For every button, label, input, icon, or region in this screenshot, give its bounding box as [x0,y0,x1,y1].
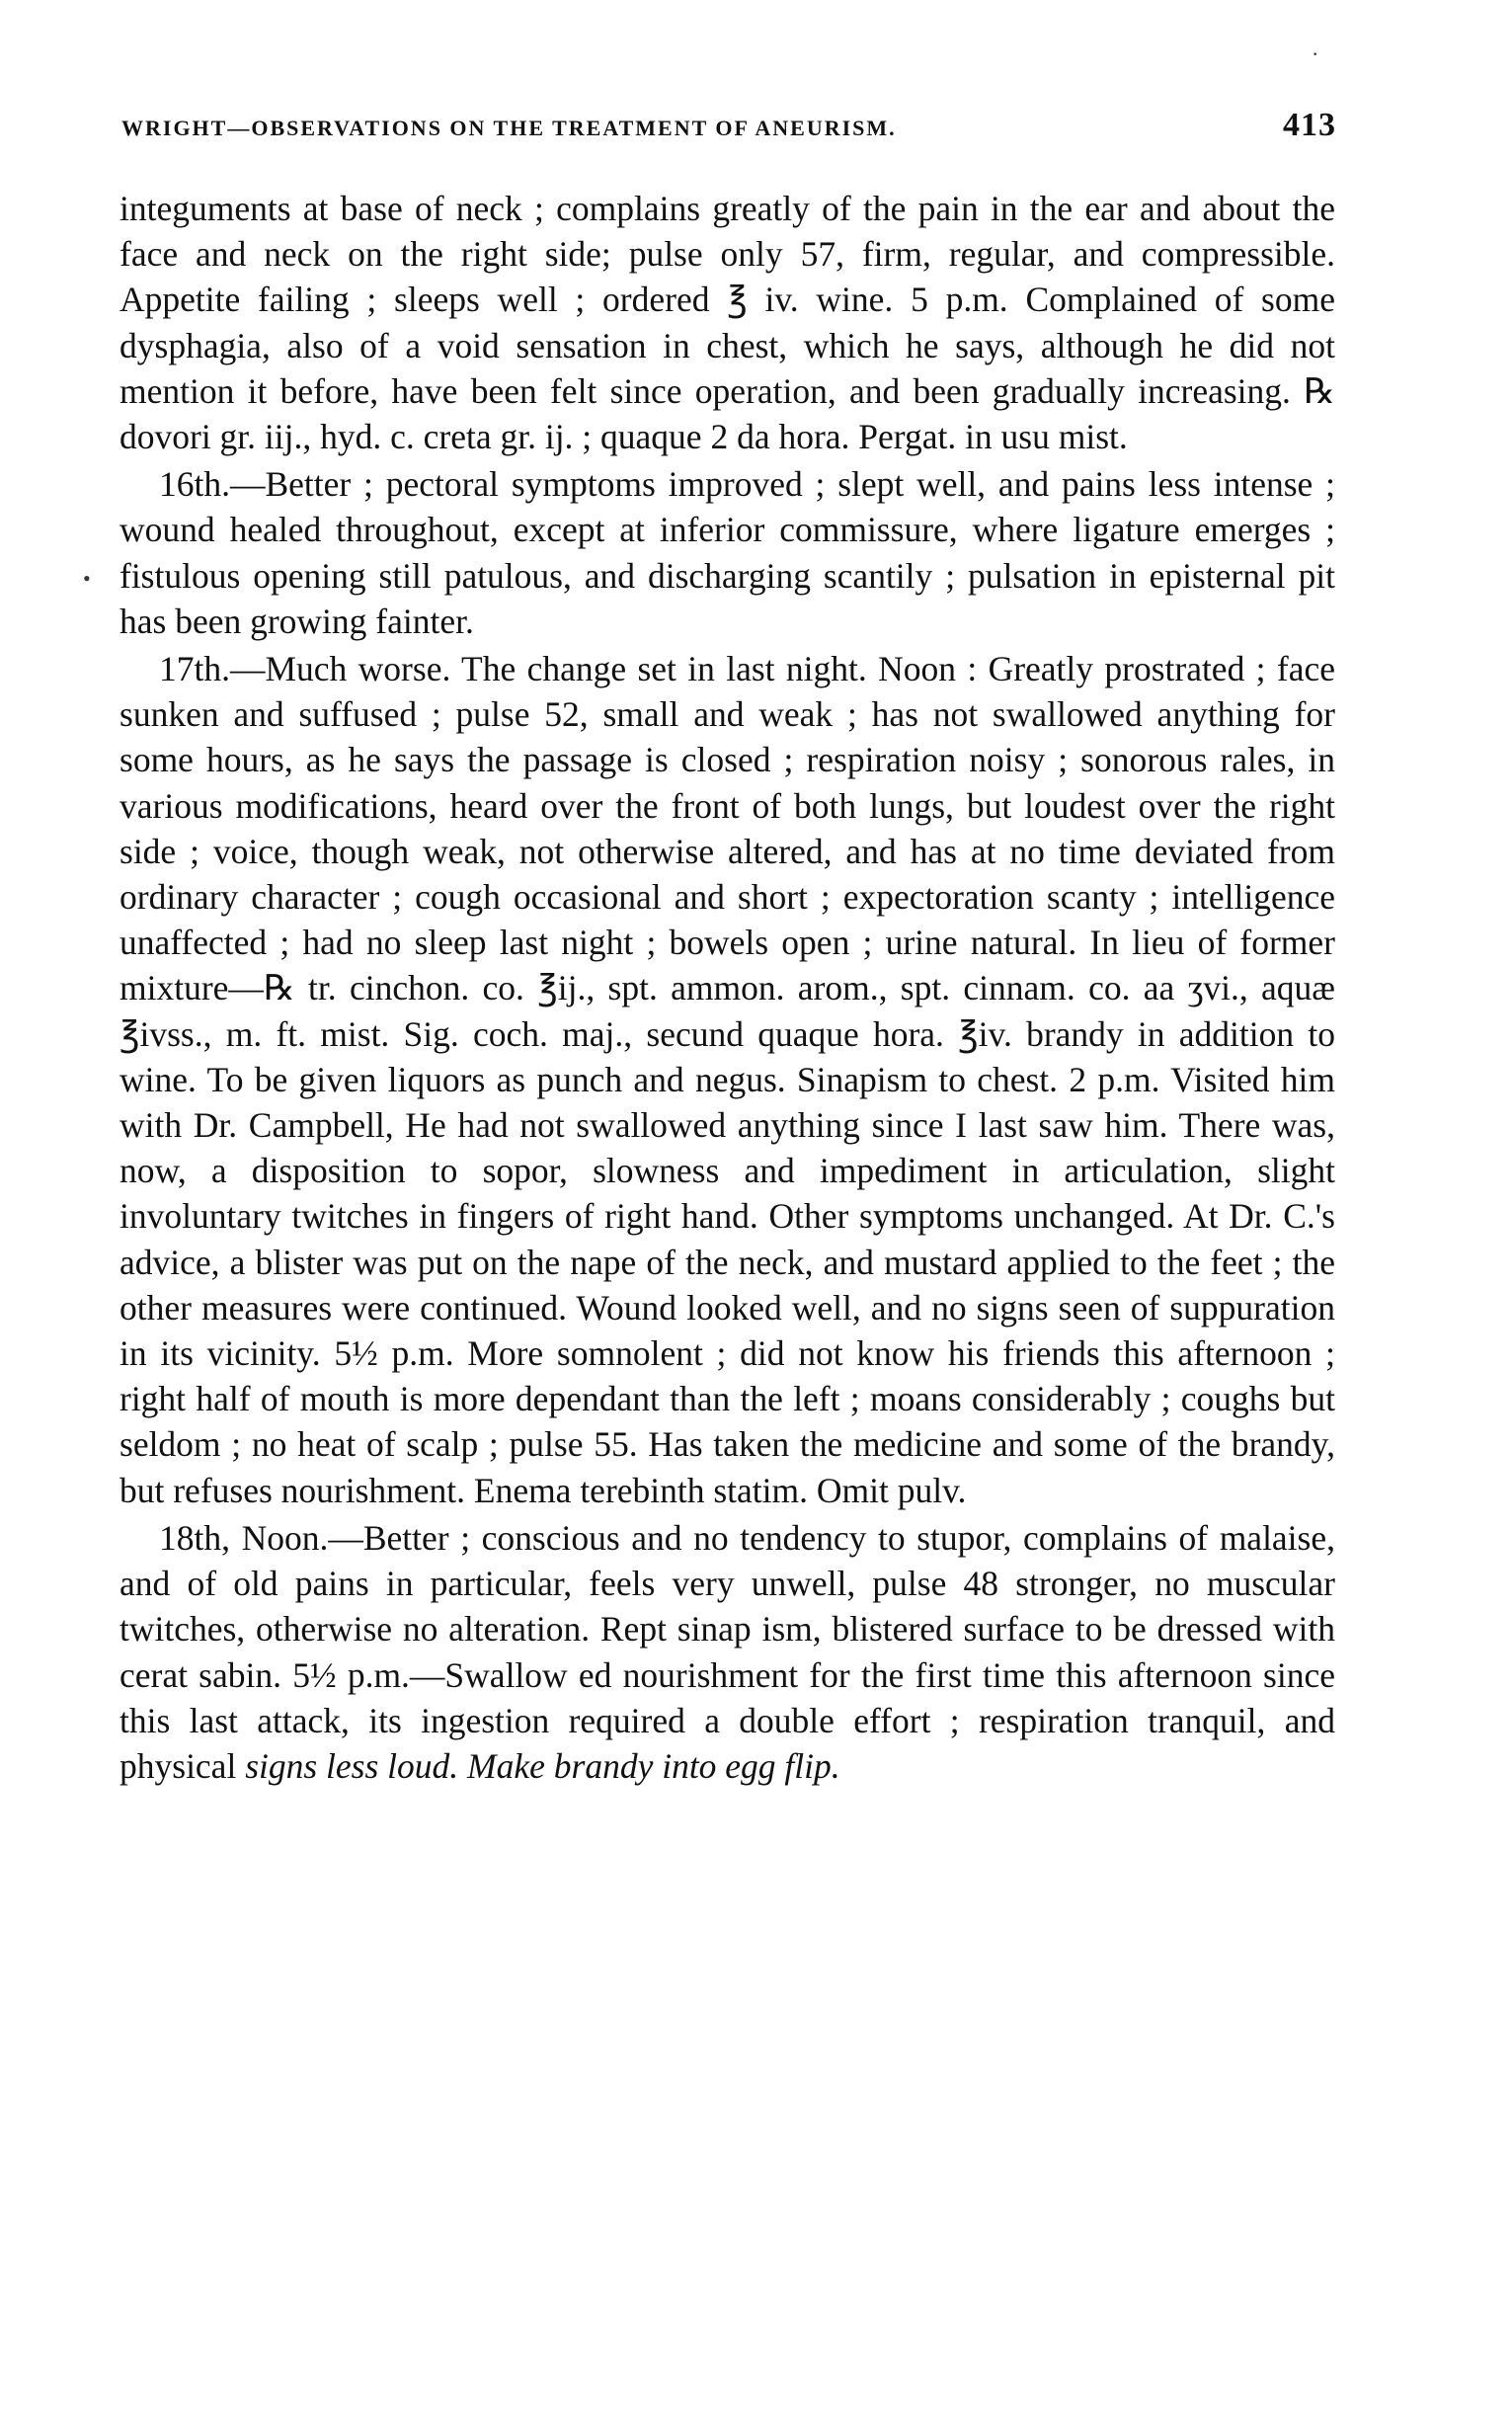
paragraph-18th-closing: signs less loud. Make brandy into egg flip. [245,1745,840,1786]
page-number: 413 [1283,107,1336,143]
paragraph-continuation: integuments at base of neck ; complains greatly of the pain in the ear and about the face and neck on the right side; pulse only 57, firm, regular, and compressible. Appetite failing ; sleeps well ; ordered ℥ iv. wine. 5 p.m. Complained of some dysphagia, also of a void sensation in chest, which he says, although he did not mention it before, have been felt since operation, and been gradually increasing. ℞ dovori gr. iij., hyd. c. creta gr. ij. ; quaque 2 da hora. Pergat. in usu mist. [119,189,1335,457]
stray-mark-left: • [83,566,91,591]
paragraph-18th [119,1515,1335,1789]
running-title: WRIGHT—OBSERVATIONS ON THE TREATMENT OF ANEURISM. [121,116,897,140]
paragraph-16th: 16th.—Better ; pectoral symptoms improved ; slept well, and pains less intense ; wound healed throughout, except at inferior commissure, where ligature emerges ; fistulous opening still patulous, and discharging scantily ; pulsation in episternal pit has been growing fainter. [119,464,1335,641]
paragraph-17th: 17th.—Much worse. The change set in last night. Noon : Greatly prostrated ; face sunken and suffused ; pulse 52, small and weak ; has not swallowed anything for some hours, as he says the passage is closed ; respiration noisy ; sonorous rales, in various modifications, heard over the front of both lungs, but loudest over the right side ; voice, though weak, not otherwise altered, and has at no time deviated from ordinary character ; cough occasional and short ; expectoration scanty ; intelligence unaffected ; had no sleep last night ; bowels open ; urine natural. In lieu of former mixture—℞ tr. cinchon. co. ℥ij., spt. ammon. arom., spt. cinnam. co. aa ʒvi., aquæ ℥ivss., m. ft. mist. Sig. coch. maj., secund quaque hora. ℥iv. brandy in addition to wine. To be given liquors as punch and negus. Sinapism to chest. 2 p.m. Visited him with Dr. Campbell, He had not swallowed anything since I last saw him. There was, now, a disposition to sopor, slowness and impediment in articulation, slight involuntary twitches in fingers of right hand. Other symptoms unchanged. At Dr. C.'s advice, a blister was put on the nape of the neck, and mustard applied to the feet ; the other measures were continued. Wound looked well, and no signs seen of suppuration in its vicinity. 5½ p.m. More somnolent ; did not know his friends this afternoon ; right half of mouth is more dependant than the left ; moans considerably ; coughs but seldom ; no heat of scalp ; pulse 55. Has taken the medicine and some of the brandy, but refuses nourishment. Enema terebinth statim. Omit pulv. [119,649,1335,1510]
paragraph-18th-main: 18th, Noon.—Better ; conscious and no tendency to stupor, complains of malaise, and of old pains in particular, feels very unwell, pulse 48 stronger, no muscular twitches, otherwise no alteration. Rept sinap ism, blistered surface to be dressed with cerat sabin. 5½ p.m.—Swallow ed nourishment for the first time this afternoon since this last attack, its ingestion required a double effort ; respiration tranquil, and physical [119,1517,1335,1786]
stray-mark-top: · [1312,41,1319,66]
body-text [119,186,1335,1791]
running-head [121,107,1336,154]
